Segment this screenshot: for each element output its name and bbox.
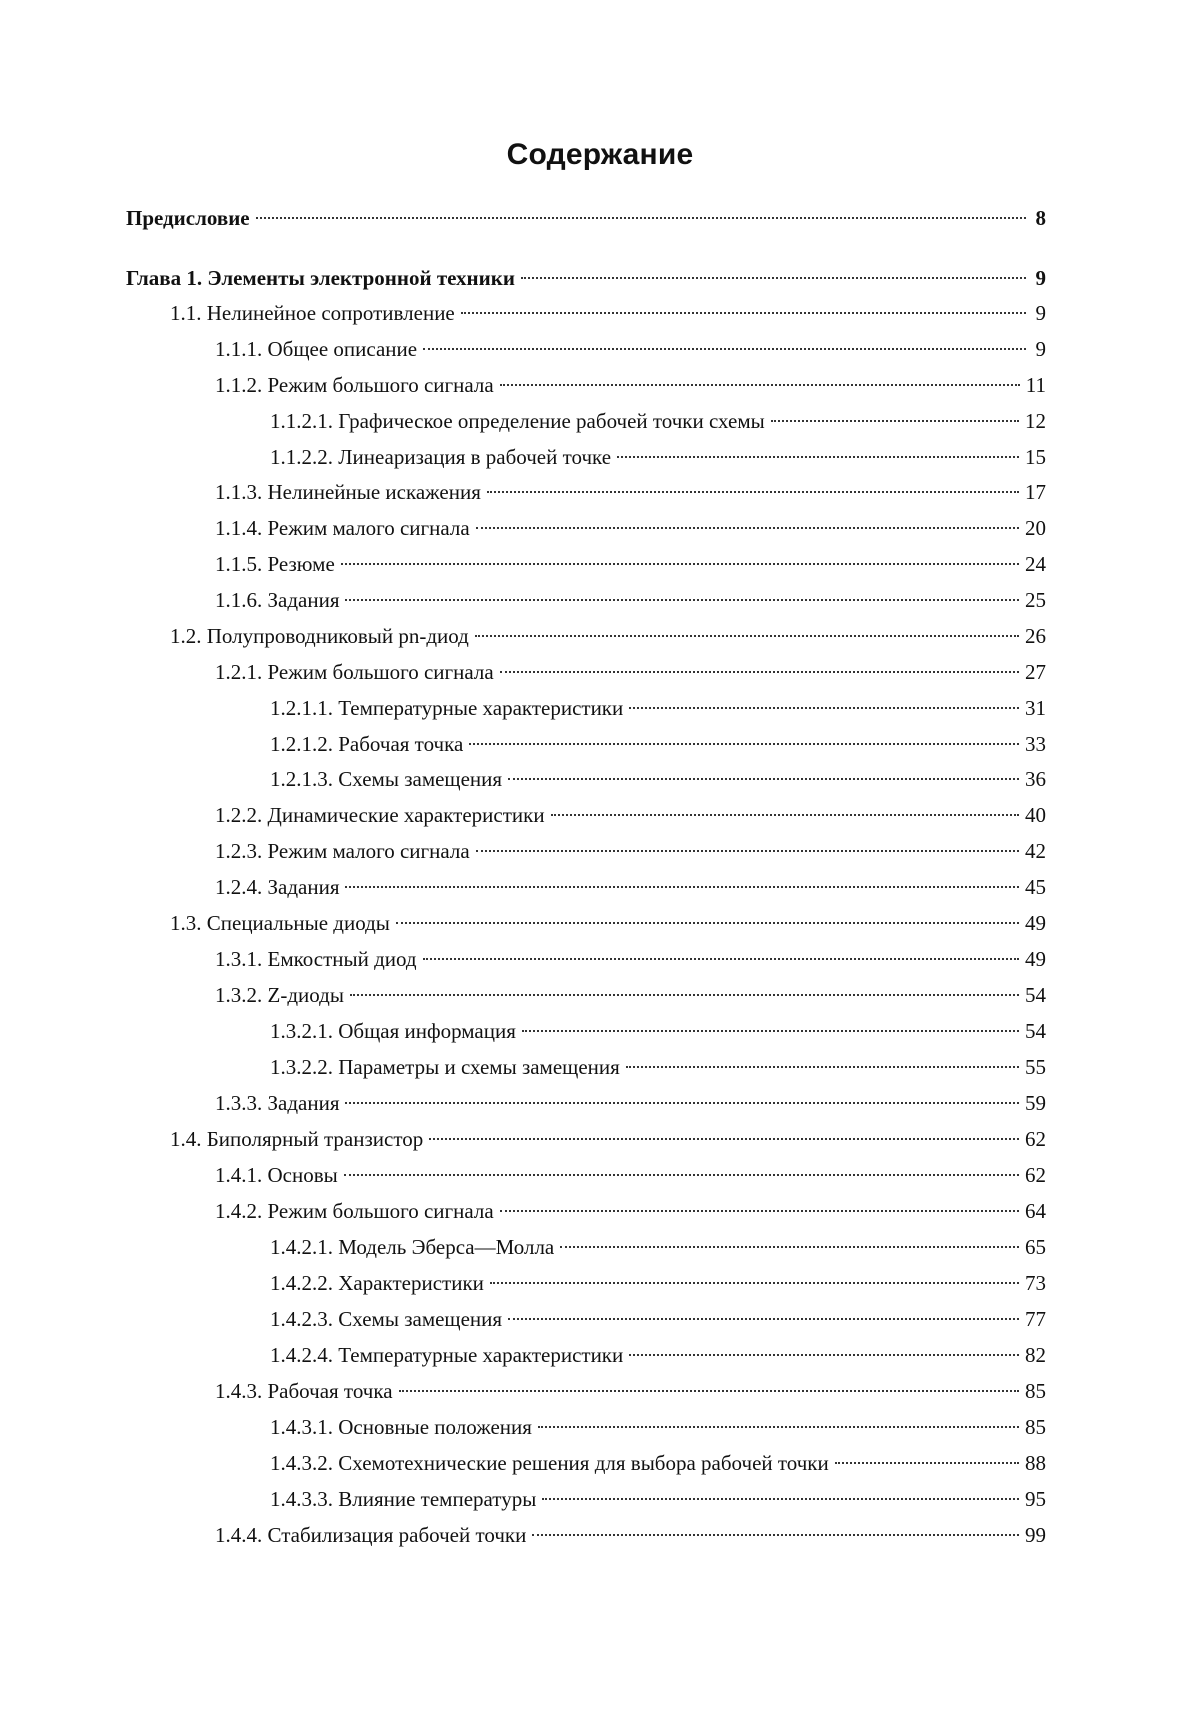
dot-leader: [771, 420, 1019, 422]
toc-entry-title: 1.4.2.1. Модель Эберса—Молла: [270, 1235, 555, 1259]
toc-entry-title: 1.2.1. Режим большого сигнала: [215, 660, 494, 684]
toc-entry-title: 1.1.6. Задания: [215, 588, 340, 612]
toc-entry-title: 1.2.1.3. Схемы замещения: [270, 767, 503, 791]
toc-entry-page-number: 77: [1025, 1307, 1046, 1331]
toc-entry-title: 1.4.4. Стабилизация рабочей точки: [215, 1523, 527, 1547]
toc-entry: [215, 370, 1046, 400]
toc-entry-title: 1.4.3.3. Влияние температуры: [270, 1487, 537, 1511]
dot-leader: [500, 384, 1020, 386]
dot-leader: [560, 1246, 1019, 1248]
toc-entry-title: 1.4. Биполярный транзистор: [170, 1127, 424, 1151]
toc-entry-title: 1.4.2. Режим большого сигнала: [215, 1199, 494, 1223]
toc-entry-title: 1.2.3. Режим малого сигнала: [215, 839, 470, 863]
toc-entry-title: 1.1. Нелинейное сопротивление: [170, 301, 455, 325]
toc-entry: [215, 549, 1046, 579]
toc-entry: [270, 1052, 1046, 1082]
dot-leader: [344, 1174, 1019, 1176]
toc-entry-title: 1.3.2.1. Общая информация: [270, 1019, 516, 1043]
toc-entry: [270, 1484, 1046, 1514]
toc-entry-title: 1.3.3. Задания: [215, 1091, 340, 1115]
toc-entry-page-number: 36: [1025, 767, 1046, 791]
toc-entry-page-number: 82: [1025, 1343, 1046, 1367]
toc-entry-page-number: 85: [1025, 1415, 1046, 1439]
toc-entry-title: 1.1.2. Режим большого сигнала: [215, 373, 494, 397]
toc-entry-page-number: 11: [1025, 373, 1046, 397]
dot-leader: [345, 886, 1019, 888]
toc-entry: [215, 657, 1046, 687]
toc-entry-page-number: 64: [1025, 1199, 1046, 1223]
toc-entry: [170, 1124, 1046, 1154]
toc-entry-title: 1.4.2.4. Температурные характеристики: [270, 1343, 624, 1367]
toc-entry-title: 1.3.2.2. Параметры и схемы замещения: [270, 1055, 620, 1079]
toc-entry: [215, 1088, 1046, 1118]
toc-entry-page-number: 45: [1025, 875, 1046, 899]
dot-leader: [629, 1354, 1019, 1356]
toc-entry: [270, 1232, 1046, 1262]
toc-entry: [215, 1520, 1046, 1550]
dot-leader: [626, 1066, 1019, 1068]
toc-entry-page-number: 9: [1035, 301, 1046, 325]
toc-entry-page-number: 42: [1025, 839, 1046, 863]
toc-entry-title: 1.4.3.1. Основные положения: [270, 1415, 532, 1439]
toc-entry: [215, 1376, 1046, 1406]
dot-leader: [542, 1498, 1019, 1500]
toc-entry-page-number: 8: [1035, 206, 1046, 230]
toc-entry-title: 1.2.2. Динамические характеристики: [215, 803, 545, 827]
dot-leader: [835, 1462, 1019, 1464]
toc-entry-page-number: 31: [1025, 696, 1046, 720]
toc-entry-title: 1.4.2.2. Характеристики: [270, 1271, 484, 1295]
toc-entry-page-number: 99: [1025, 1523, 1046, 1547]
toc-entry-title: 1.1.4. Режим малого сигнала: [215, 516, 470, 540]
toc-entry: [270, 764, 1046, 794]
toc-entry: [215, 513, 1046, 543]
toc-entry-title: 1.2.1.2. Рабочая точка: [270, 732, 464, 756]
toc-entry: [170, 621, 1046, 651]
toc-entry: [270, 442, 1046, 472]
toc-entry: [270, 1304, 1046, 1334]
toc-entry: [270, 406, 1046, 436]
toc-entry: [215, 1160, 1046, 1190]
dot-leader: [423, 348, 1026, 350]
toc-entry: [270, 1016, 1046, 1046]
toc-entry-title: 1.1.3. Нелинейные искажения: [215, 480, 481, 504]
toc-entry-title: 1.1.5. Резюме: [215, 552, 335, 576]
dot-leader: [538, 1426, 1019, 1428]
toc-entry-page-number: 59: [1025, 1091, 1046, 1115]
toc-entry-title: 1.4.1. Основы: [215, 1163, 338, 1187]
dot-leader: [476, 850, 1019, 852]
toc-entry-page-number: 54: [1025, 1019, 1046, 1043]
dot-leader: [256, 217, 1026, 219]
toc-entry-page-number: 85: [1025, 1379, 1046, 1403]
toc-entry-page-number: 95: [1025, 1487, 1046, 1511]
toc-entry: [270, 1448, 1046, 1478]
dot-leader: [522, 1030, 1019, 1032]
dot-leader: [475, 635, 1019, 637]
toc-entry-title: Предисловие: [126, 206, 250, 230]
toc-entry: [270, 1268, 1046, 1298]
toc-entry: [270, 1340, 1046, 1370]
toc-entry: [215, 944, 1046, 974]
toc-entry-page-number: 17: [1025, 480, 1046, 504]
toc-entry-page-number: 73: [1025, 1271, 1046, 1295]
toc-entry: [215, 334, 1046, 364]
dot-leader: [521, 277, 1026, 279]
toc-entry: [215, 836, 1046, 866]
toc-entry-title: Глава 1. Элементы электронной техники: [126, 266, 515, 290]
toc-entry-page-number: 24: [1025, 552, 1046, 576]
toc-entry-title: 1.4.3.2. Схемотехнические решения для выбора рабочей точки: [270, 1451, 829, 1475]
toc-entry: [270, 693, 1046, 723]
dot-leader: [423, 958, 1019, 960]
dot-leader: [396, 922, 1019, 924]
dot-leader: [500, 1210, 1019, 1212]
toc-entry-title: 1.3.2. Z-диоды: [215, 983, 344, 1007]
dot-leader: [508, 778, 1019, 780]
dot-leader: [429, 1138, 1019, 1140]
toc-entry: [215, 585, 1046, 615]
toc-entry-title: 1.2. Полупроводниковый pn-диод: [170, 624, 469, 648]
dot-leader: [476, 527, 1019, 529]
toc-entry: [170, 298, 1046, 328]
toc-entry: [215, 477, 1046, 507]
dot-leader: [487, 491, 1019, 493]
dot-leader: [629, 707, 1019, 709]
toc-entry-page-number: 40: [1025, 803, 1046, 827]
toc-entry-page-number: 26: [1025, 624, 1046, 648]
toc-entry-page-number: 62: [1025, 1163, 1046, 1187]
toc-entry: [215, 800, 1046, 830]
dot-leader: [469, 743, 1019, 745]
toc-entry-page-number: 9: [1035, 266, 1046, 290]
dot-leader: [399, 1390, 1019, 1392]
dot-leader: [617, 456, 1019, 458]
toc-entry: [126, 203, 1046, 233]
toc-entry-page-number: 49: [1025, 947, 1046, 971]
dot-leader: [350, 994, 1019, 996]
toc-entry-page-number: 20: [1025, 516, 1046, 540]
toc-entry: [270, 729, 1046, 759]
toc-entry-page-number: 54: [1025, 983, 1046, 1007]
toc-entry-title: 1.2.1.1. Температурные характеристики: [270, 696, 624, 720]
toc-entry-title: 1.2.4. Задания: [215, 875, 340, 899]
page-title: Содержание: [506, 138, 694, 171]
dot-leader: [508, 1318, 1019, 1320]
toc-entry-page-number: 9: [1035, 337, 1046, 361]
toc-entry-page-number: 49: [1025, 911, 1046, 935]
dot-leader: [490, 1282, 1019, 1284]
toc-entry: [270, 1412, 1046, 1442]
toc-entry: [126, 263, 1046, 293]
dot-leader: [345, 599, 1019, 601]
toc-entry: [215, 1196, 1046, 1226]
toc-entry-page-number: 62: [1025, 1127, 1046, 1151]
toc-entry-title: 1.4.2.3. Схемы замещения: [270, 1307, 503, 1331]
dot-leader: [461, 312, 1026, 314]
toc-entry-title: 1.1.1. Общее описание: [215, 337, 418, 361]
dot-leader: [345, 1102, 1019, 1104]
toc-entry-page-number: 33: [1025, 732, 1046, 756]
toc-entry-title: 1.3. Специальные диоды: [170, 911, 390, 935]
dot-leader: [551, 814, 1019, 816]
toc-entry-page-number: 25: [1025, 588, 1046, 612]
dot-leader: [500, 671, 1019, 673]
toc-entry-page-number: 27: [1025, 660, 1046, 684]
toc-entry-page-number: 15: [1025, 445, 1046, 469]
toc-entry-page-number: 65: [1025, 1235, 1046, 1259]
toc-entry-title: 1.1.2.1. Графическое определение рабочей точки схемы: [270, 409, 765, 433]
toc-entry: [215, 872, 1046, 902]
toc-entry-page-number: 55: [1025, 1055, 1046, 1079]
dot-leader: [532, 1534, 1019, 1536]
toc-entry-title: 1.4.3. Рабочая точка: [215, 1379, 393, 1403]
toc-entry: [170, 908, 1046, 938]
toc-entry-title: 1.3.1. Емкостный диод: [215, 947, 417, 971]
toc-entry-page-number: 88: [1025, 1451, 1046, 1475]
toc-entry-page-number: 12: [1025, 409, 1046, 433]
toc-entry: [215, 980, 1046, 1010]
dot-leader: [341, 563, 1019, 565]
toc-entry-title: 1.1.2.2. Линеаризация в рабочей точке: [270, 445, 612, 469]
